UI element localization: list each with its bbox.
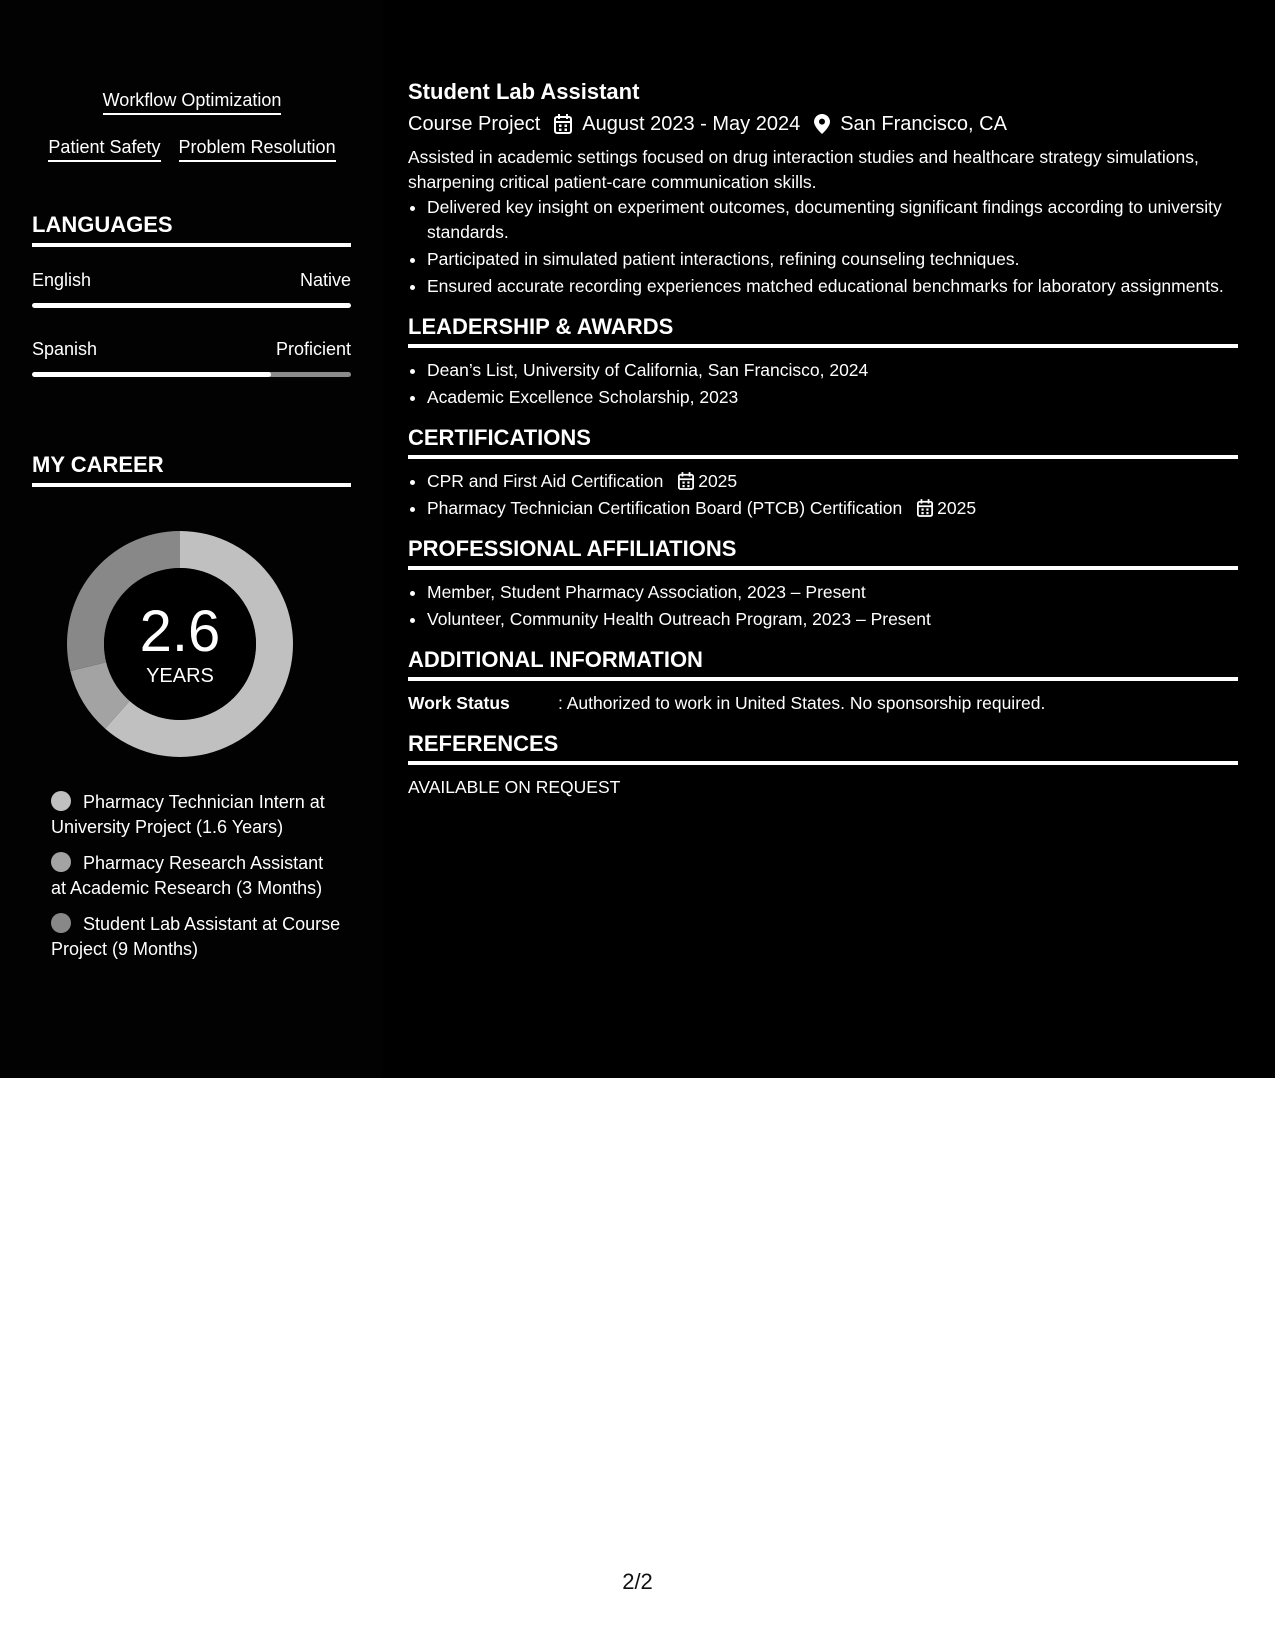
language-level: Proficient [275,339,351,359]
certification-name: CPR and First Aid Certification [427,471,664,491]
legend-label: Student Lab Assistant at Course Project (9 Months) [51,914,341,959]
career-donut-chart [65,529,295,759]
languages-heading: LANGUAGES [32,211,351,247]
job-meta [408,110,1238,138]
legend-dot [51,791,71,811]
skills-row-1 [32,88,352,115]
job-location: San Francisco, CA [840,113,1007,135]
award-item: • Academic Excellence Scholarship, 2023 [427,385,1238,410]
calendar-icon [917,499,933,517]
job-summary: Assisted in academic settings focused on drug interaction studies and healthcare strategy simulations, sharpening critical patient-care communication skills. [408,147,1199,192]
legend-dot [51,913,71,933]
certification-item [427,496,1238,521]
job-dates: August 2023 - May 2024 [582,113,801,135]
affiliation-item: • Member, Student Pharmacy Association, 2023 – Present [427,580,1238,605]
certification-year: 2025 [698,471,738,491]
career-legend [51,790,341,973]
certification-item [427,469,1238,494]
language-english [32,268,351,308]
job-bullet: • Participated in simulated patient interactions, refining counseling techniques. [427,247,1238,272]
certifications-list [408,469,1238,521]
calendar-icon [554,114,572,134]
references-text: AVAILABLE ON REQUEST [408,777,621,797]
affiliation-item: • Volunteer, Community Health Outreach Program, 2023 – Present [427,607,1238,632]
affiliations-list [408,580,1238,632]
legend-item [51,851,341,901]
language-proficiency-bar [32,303,351,308]
job-bullet: • Delivered key insight on experiment outcomes, documenting significant findings according to university standards. [427,195,1238,245]
left-sidebar [0,0,382,1078]
work-status-value: : Authorized to work in United States. No sponsorship required. [558,693,1046,713]
language-name: Spanish [32,339,98,359]
page-number: 2/2 [622,1569,653,1594]
language-level: Native [299,270,351,290]
location-pin-icon [814,114,830,134]
certification-name: Pharmacy Technician Certification Board (PTCB) Certification [427,498,903,518]
skills-row-2 [32,135,352,162]
legend-label: Pharmacy Technician Intern at University Project (1.6 Years) [51,792,325,837]
legend-label: Pharmacy Research Assistant at Academic Research (3 Months) [51,853,324,898]
skills-tags [32,88,352,182]
language-spanish [32,337,351,377]
work-status-row [408,691,1238,716]
affiliations-heading: PROFESSIONAL AFFILIATIONS [408,535,1238,570]
calendar-icon [678,472,694,490]
award-item: • Dean’s List, University of California, San Francisco, 2024 [427,358,1238,383]
additional-info-heading: ADDITIONAL INFORMATION [408,646,1238,681]
references-heading: REFERENCES [408,730,1238,765]
awards-list [408,358,1238,410]
certifications-heading: CERTIFICATIONS [408,424,1238,459]
job-title: Student Lab Assistant [408,79,640,104]
awards-heading: LEADERSHIP & AWARDS [408,313,1238,348]
legend-item [51,790,341,840]
language-name: English [32,270,92,290]
skill-tag: Workflow Optimization [103,88,282,115]
certification-year: 2025 [937,498,977,518]
job-company: Course Project [408,113,541,135]
language-proficiency-fill [32,372,271,377]
legend-item [51,912,341,962]
skill-tag: Patient Safety [48,135,160,162]
job-bullets [408,195,1238,299]
work-status-label: Work Status [408,693,510,713]
main-content [408,78,1238,800]
career-total-value: 2.6 [139,599,221,664]
skill-tag: Problem Resolution [179,135,336,162]
language-proficiency-bar [32,372,351,377]
language-proficiency-fill [32,303,351,308]
career-heading: MY CAREER [32,451,351,487]
job-bullet: • Ensured accurate recording experiences matched educational benchmarks for laboratory assignments. [427,274,1238,299]
career-total-unit: YEARS [146,665,214,687]
legend-dot [51,852,71,872]
